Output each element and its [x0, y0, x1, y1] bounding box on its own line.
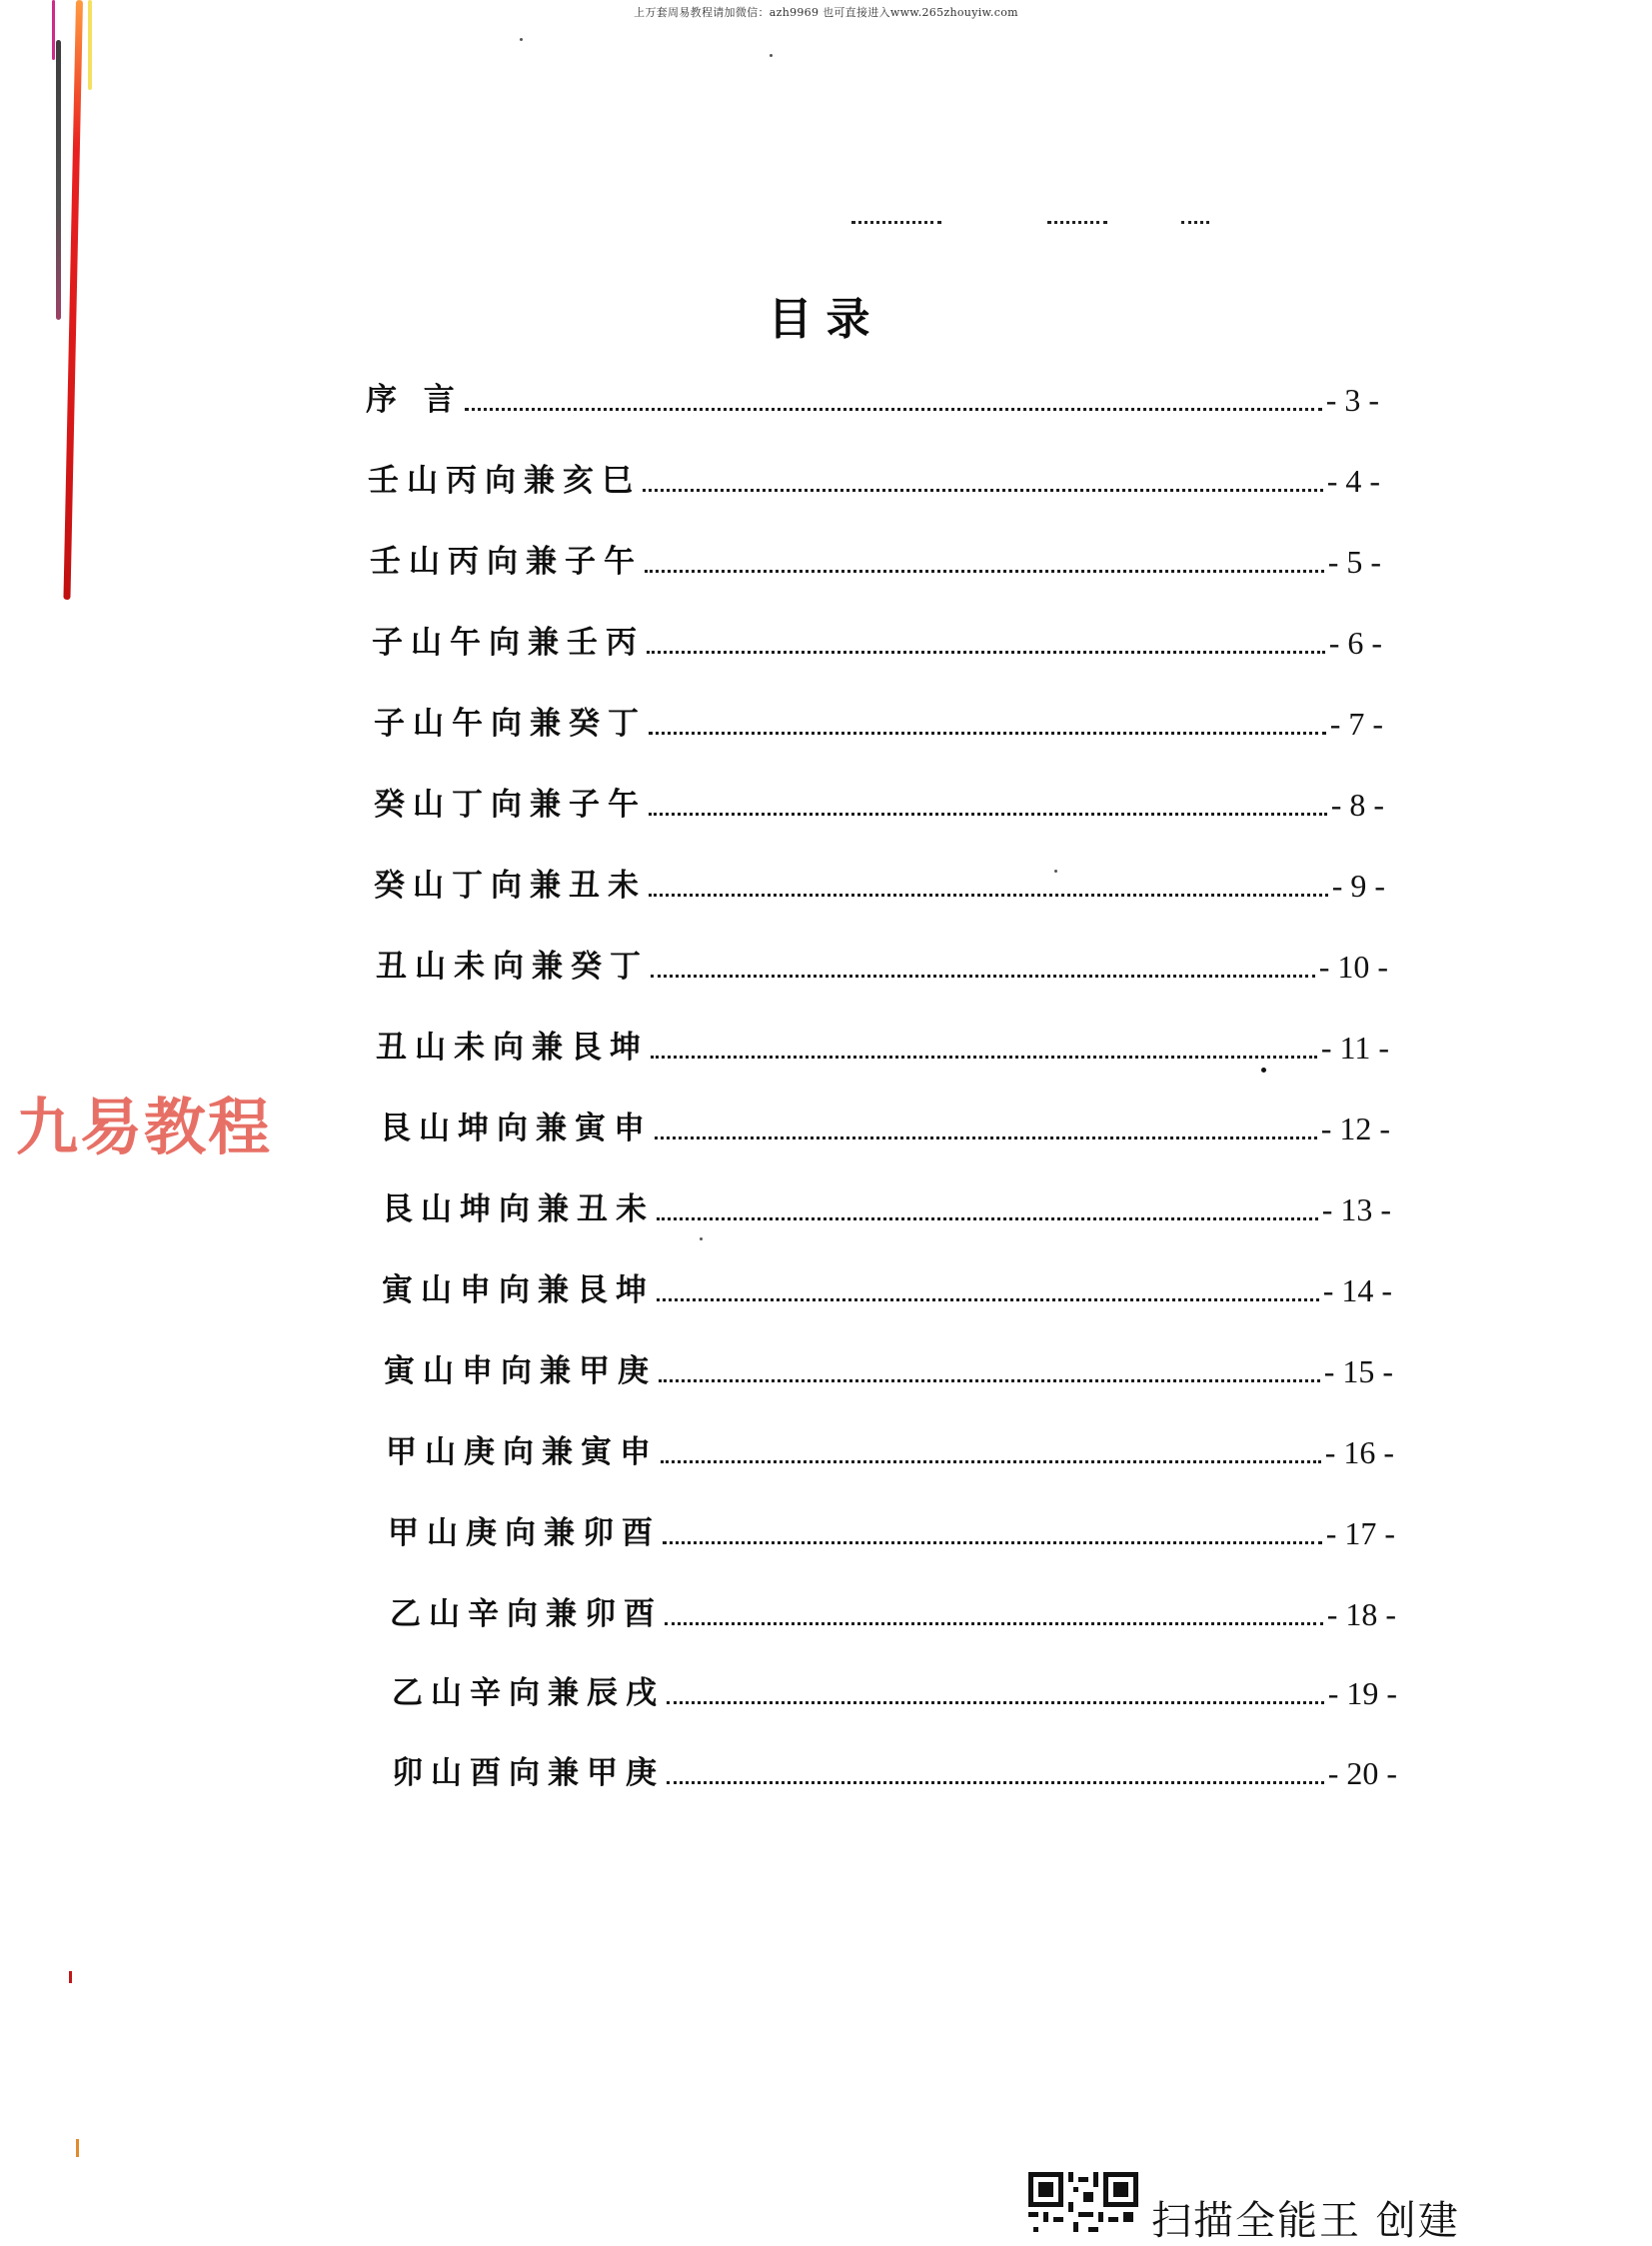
- toc-entry[interactable]: [374, 700, 1383, 744]
- scanner-creator-note: 扫描全能王 创建: [1151, 2198, 1460, 2244]
- toc-entry-page: - 6 -: [1328, 625, 1382, 661]
- toc-entry[interactable]: [376, 943, 1388, 987]
- toc-entry[interactable]: [384, 1347, 1393, 1391]
- toc-entry-page: - 14 -: [1322, 1272, 1392, 1308]
- toc-leader-dots: [657, 1297, 1319, 1301]
- toc-title: 目录: [768, 294, 884, 345]
- toc-entry[interactable]: [376, 1024, 1389, 1068]
- toc-entry-page: - 4 -: [1326, 463, 1380, 499]
- toc-leader-dots: [647, 650, 1325, 654]
- toc-entry-label: 乙山辛向兼卯酉: [390, 1596, 663, 1632]
- toc-leader-dots: [649, 893, 1328, 897]
- toc-entry[interactable]: [386, 1428, 1394, 1472]
- toc-entry[interactable]: [374, 781, 1384, 825]
- toc-entry-page: - 20 -: [1327, 1755, 1397, 1791]
- toc-entry-label: 丑山未向兼癸丁: [376, 949, 649, 985]
- toc-entry-page: - 17 -: [1325, 1515, 1395, 1551]
- toc-leader-dots: [651, 1055, 1317, 1059]
- toc-leader-dots: [661, 1459, 1321, 1463]
- toc-leader-dots: [643, 488, 1323, 492]
- toc-entry-page: - 15 -: [1323, 1353, 1393, 1389]
- toc-entry-label: 癸山丁向兼丑未: [374, 868, 647, 904]
- toc-entry[interactable]: [392, 1749, 1397, 1793]
- toc-entry-page: - 16 -: [1324, 1434, 1394, 1470]
- toc-entry-page: - 13 -: [1321, 1191, 1391, 1227]
- toc-entry-page: - 11 -: [1320, 1030, 1389, 1066]
- toc-entry-page: - 10 -: [1318, 949, 1388, 985]
- toc-entry-page: - 5 -: [1327, 544, 1381, 580]
- toc-leader-dots: [649, 812, 1327, 816]
- toc-entry-page: - 3 -: [1325, 382, 1379, 418]
- toc-entry-page: - 8 -: [1330, 787, 1384, 823]
- toc-leader-dots: [667, 1700, 1324, 1704]
- header-note: 上万套周易教程请加微信：azh9969 也可直接进入www.265zhouyiw.com: [634, 6, 1018, 19]
- toc-entry-label: 寅山申向兼甲庚: [384, 1353, 657, 1389]
- toc-entry-page: - 7 -: [1329, 706, 1383, 742]
- toc-entry-label: 丑山未向兼艮坤: [376, 1030, 649, 1066]
- toc-entry[interactable]: [372, 619, 1382, 663]
- toc-entry-label: 子山午向兼壬丙: [372, 625, 645, 661]
- toc-leader-dots: [465, 407, 1322, 411]
- toc-entry-label: 序 言: [366, 382, 463, 418]
- toc-entry-page: - 9 -: [1331, 868, 1385, 904]
- toc-leader-dots: [651, 974, 1315, 978]
- toc-entry[interactable]: [392, 1669, 1397, 1713]
- toc-leader-dots: [663, 1540, 1322, 1544]
- toc-entry-label: 甲山庚向兼寅申: [386, 1434, 659, 1470]
- toc-entry-label: 壬山丙向兼子午: [370, 544, 643, 580]
- toc-entry-label: 卯山酉向兼甲庚: [392, 1755, 665, 1791]
- toc-entry-page: - 18 -: [1326, 1596, 1396, 1632]
- qr-code-icon: [1028, 2172, 1138, 2232]
- toc-leader-dots: [665, 1621, 1323, 1625]
- toc-entry[interactable]: [374, 862, 1385, 906]
- toc-leader-dots: [649, 731, 1326, 735]
- toc-entry[interactable]: [382, 1266, 1392, 1310]
- toc-entry-label: 乙山辛向兼辰戌: [392, 1675, 665, 1711]
- toc-leader-dots: [659, 1378, 1320, 1382]
- toc-entry[interactable]: [368, 457, 1380, 501]
- toc-entry-page: - 12 -: [1320, 1111, 1390, 1146]
- toc-entry-page: - 19 -: [1327, 1675, 1397, 1711]
- toc-leader-dots: [645, 569, 1324, 573]
- toc-leader-dots: [655, 1135, 1317, 1139]
- toc-entry[interactable]: [380, 1105, 1390, 1148]
- toc-entry-label: 艮山坤向兼寅申: [380, 1111, 653, 1146]
- toc-entry-label: 壬山丙向兼亥巳: [368, 463, 641, 499]
- toc-entry[interactable]: [388, 1509, 1395, 1553]
- toc-entry-label: 甲山庚向兼卯酉: [388, 1515, 661, 1551]
- toc-entry-label: 癸山丁向兼子午: [374, 787, 647, 823]
- toc-leader-dots: [667, 1780, 1324, 1784]
- watermark-logo: 九易教程: [16, 1091, 273, 1163]
- toc-leader-dots: [657, 1216, 1318, 1220]
- toc-entry[interactable]: [382, 1185, 1391, 1229]
- toc-entry-label: 子山午向兼癸丁: [374, 706, 647, 742]
- toc-entry[interactable]: [390, 1590, 1396, 1634]
- toc-entry-label: 艮山坤向兼丑未: [382, 1191, 655, 1227]
- toc-entry[interactable]: [366, 376, 1379, 420]
- toc-entry[interactable]: [370, 538, 1381, 582]
- toc-entry-label: 寅山申向兼艮坤: [382, 1272, 655, 1308]
